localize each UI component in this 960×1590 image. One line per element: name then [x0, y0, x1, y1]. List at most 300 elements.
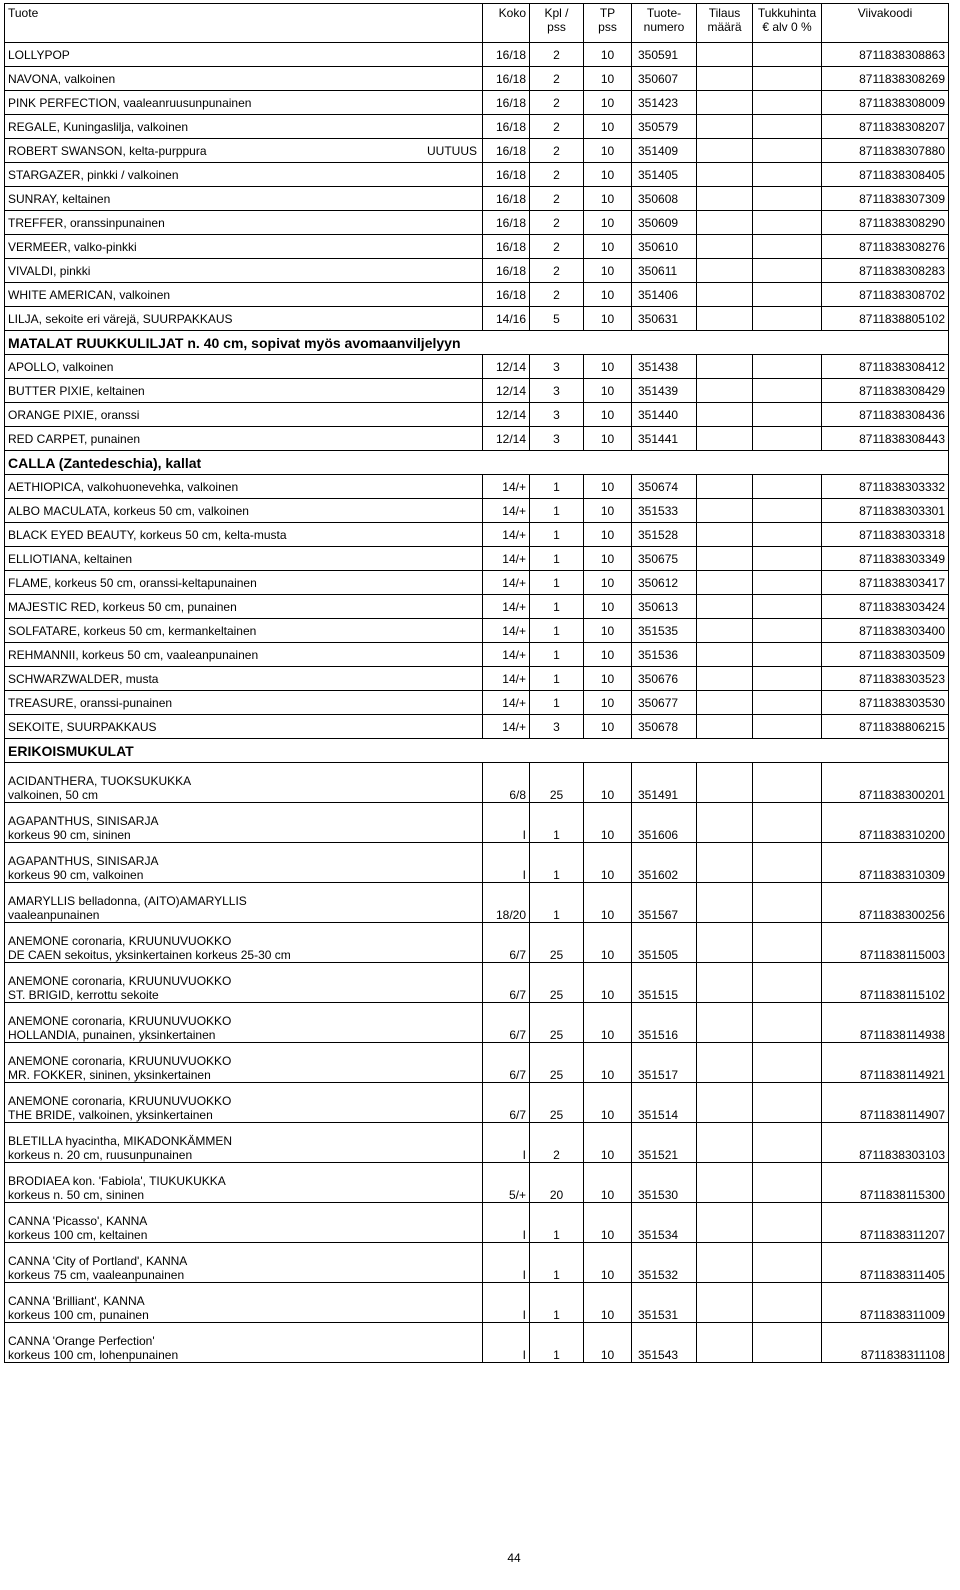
cell-viivakoodi: 8711838307880: [822, 139, 949, 163]
product-name-line: ANEMONE coronaria, KRUUNUVUOKKO: [8, 974, 232, 988]
header-row: [5, 4, 949, 43]
cell-tilaus-input[interactable]: [697, 1083, 753, 1123]
product-name-line: SCHWARZWALDER, musta: [8, 671, 159, 686]
cell-tilaus-input[interactable]: [697, 211, 753, 235]
cell-koko: 16/18: [483, 283, 530, 307]
product-name-line: vaaleanpunainen: [8, 908, 100, 922]
cell-kpl: 1: [530, 1283, 584, 1323]
cell-kpl: 1: [530, 1323, 584, 1363]
cell-product-name: [5, 1123, 483, 1163]
cell-tilaus-input[interactable]: [697, 963, 753, 1003]
cell-product-name: [5, 235, 483, 259]
cell-tilaus-input[interactable]: [697, 355, 753, 379]
cell-viivakoodi: 8711838303332: [822, 475, 949, 499]
product-name-line: ACIDANTHERA, TUOKSUKUKKA: [8, 774, 192, 788]
cell-product-name: [5, 43, 483, 67]
product-name-line: CANNA 'Picasso', KANNA: [8, 1214, 148, 1228]
product-name-line: VERMEER, valko-pinkki: [8, 239, 137, 254]
product-name-line: WHITE AMERICAN, valkoinen: [8, 287, 171, 302]
cell-koko: 16/18: [483, 235, 530, 259]
cell-tp: 10: [584, 1043, 632, 1083]
cell-tuotenumero: 351517: [632, 1043, 697, 1083]
cell-viivakoodi: 8711838308405: [822, 163, 949, 187]
cell-koko: 14/+: [483, 643, 530, 667]
product-name-line: HOLLANDIA, punainen, yksinkertainen: [8, 1028, 216, 1042]
cell-product-name: [5, 619, 483, 643]
product-name-line: ANEMONE coronaria, KRUUNUVUOKKO: [8, 1054, 232, 1068]
cell-tilaus-input[interactable]: [697, 163, 753, 187]
cell-tukkuhinta: [753, 1203, 822, 1243]
cell-product-name: [5, 259, 483, 283]
product-name-line: AETHIOPICA, valkohuonevehka, valkoinen: [8, 479, 239, 494]
cell-product-name: [5, 883, 483, 923]
cell-tilaus-input[interactable]: [697, 67, 753, 91]
product-name-line: SEKOITE, SUURPAKKAUS: [8, 719, 157, 734]
cell-viivakoodi: 8711838308207: [822, 115, 949, 139]
cell-tuotenumero: 351602: [632, 843, 697, 883]
cell-product-name: [5, 763, 483, 803]
cell-product-name: [5, 1323, 483, 1363]
cell-viivakoodi: 8711838114938: [822, 1003, 949, 1043]
cell-tuotenumero: 350613: [632, 595, 697, 619]
cell-tp: 10: [584, 379, 632, 403]
cell-viivakoodi: 8711838308863: [822, 43, 949, 67]
cell-tilaus-input[interactable]: [697, 91, 753, 115]
cell-koko: 6/7: [483, 1083, 530, 1123]
cell-koko: I: [483, 843, 530, 883]
cell-tp: 10: [584, 715, 632, 739]
product-name-line: CANNA 'City of Portland', KANNA: [8, 1254, 188, 1268]
cell-product-name: [5, 691, 483, 715]
product-name-line: LILJA, sekoite eri värejä, SUURPAKKAUS: [8, 311, 233, 326]
cell-kpl: 2: [530, 235, 584, 259]
cell-tuotenumero: 351440: [632, 403, 697, 427]
cell-tilaus-input[interactable]: [697, 43, 753, 67]
cell-koko: 18/20: [483, 883, 530, 923]
cell-tilaus-input[interactable]: [697, 691, 753, 715]
cell-tilaus-input[interactable]: [697, 643, 753, 667]
cell-tuotenumero: 351505: [632, 923, 697, 963]
cell-koko: 6/8: [483, 763, 530, 803]
cell-tuotenumero: 351606: [632, 803, 697, 843]
cell-tuotenumero: 350591: [632, 43, 697, 67]
cell-tilaus-input[interactable]: [697, 571, 753, 595]
product-name-line: korkeus 100 cm, punainen: [8, 1308, 149, 1322]
cell-koko: 6/7: [483, 963, 530, 1003]
cell-tukkuhinta: [753, 67, 822, 91]
product-name-line: korkeus 90 cm, valkoinen: [8, 868, 144, 882]
cell-kpl: 2: [530, 1123, 584, 1163]
cell-tp: 10: [584, 427, 632, 451]
cell-viivakoodi: 8711838308436: [822, 403, 949, 427]
cell-viivakoodi: 8711838114921: [822, 1043, 949, 1083]
table-row: [5, 499, 949, 523]
cell-tilaus-input[interactable]: [697, 547, 753, 571]
cell-product-name: [5, 211, 483, 235]
cell-tilaus-input[interactable]: [697, 667, 753, 691]
cell-tuotenumero: 351534: [632, 1203, 697, 1243]
cell-kpl: 2: [530, 115, 584, 139]
cell-tuotenumero: 350631: [632, 307, 697, 331]
table-row: [5, 923, 949, 963]
cell-tuotenumero: 350677: [632, 691, 697, 715]
table-row: [5, 1123, 949, 1163]
cell-kpl: 2: [530, 163, 584, 187]
cell-koko: 14/+: [483, 667, 530, 691]
cell-tukkuhinta: [753, 883, 822, 923]
cell-tuotenumero: 350675: [632, 547, 697, 571]
cell-product-name: [5, 571, 483, 595]
cell-viivakoodi: 8711838308429: [822, 379, 949, 403]
cell-tuotenumero: 350612: [632, 571, 697, 595]
cell-koko: 14/16: [483, 307, 530, 331]
table-row: [5, 187, 949, 211]
cell-tilaus-input[interactable]: [697, 499, 753, 523]
cell-viivakoodi: 8711838303103: [822, 1123, 949, 1163]
product-name-line: MAJESTIC RED, korkeus 50 cm, punainen: [8, 599, 237, 614]
cell-tp: 10: [584, 571, 632, 595]
cell-tilaus-input[interactable]: [697, 259, 753, 283]
cell-koko: I: [483, 1323, 530, 1363]
col-tukkuhinta: Tukkuhinta € alv 0 %: [753, 4, 822, 43]
cell-koko: 14/+: [483, 595, 530, 619]
cell-koko: I: [483, 1123, 530, 1163]
page-number: 44: [507, 1551, 521, 1565]
cell-tukkuhinta: [753, 571, 822, 595]
cell-tilaus-input[interactable]: [697, 1323, 753, 1363]
cell-tukkuhinta: [753, 763, 822, 803]
cell-tilaus-input[interactable]: [697, 379, 753, 403]
cell-tukkuhinta: [753, 403, 822, 427]
cell-koko: 16/18: [483, 67, 530, 91]
cell-tukkuhinta: [753, 643, 822, 667]
product-name-line: BRODIAEA kon. 'Fabiola', TIUKUKUKKA: [8, 1174, 226, 1188]
product-name-line: RED CARPET, punainen: [8, 431, 141, 446]
cell-koko: 14/+: [483, 523, 530, 547]
table-row: [5, 139, 949, 163]
table-row: [5, 523, 949, 547]
cell-tilaus-input[interactable]: [697, 843, 753, 883]
cell-tp: 10: [584, 235, 632, 259]
cell-tukkuhinta: [753, 691, 822, 715]
cell-tukkuhinta: [753, 163, 822, 187]
cell-product-name: [5, 67, 483, 91]
col-viivakoodi: Viivakoodi: [822, 4, 949, 43]
table-row: [5, 691, 949, 715]
cell-tilaus-input[interactable]: [697, 883, 753, 923]
cell-koko: 16/18: [483, 139, 530, 163]
table-row: [5, 1163, 949, 1203]
cell-tilaus-input[interactable]: [697, 1203, 753, 1243]
cell-tukkuhinta: [753, 283, 822, 307]
cell-product-name: [5, 139, 483, 163]
table-row: [5, 715, 949, 739]
product-name-line: valkoinen, 50 cm: [8, 788, 99, 802]
cell-viivakoodi: 8711838806215: [822, 715, 949, 739]
product-name-line: AGAPANTHUS, SINISARJA: [8, 854, 159, 868]
cell-tuotenumero: 351405: [632, 163, 697, 187]
cell-tp: 10: [584, 355, 632, 379]
cell-tp: 10: [584, 1283, 632, 1323]
cell-tilaus-input[interactable]: [697, 595, 753, 619]
cell-koko: 16/18: [483, 259, 530, 283]
product-name-line: korkeus 100 cm, lohenpunainen: [8, 1348, 179, 1362]
cell-tilaus-input[interactable]: [697, 403, 753, 427]
cell-tuotenumero: 351530: [632, 1163, 697, 1203]
cell-tukkuhinta: [753, 91, 822, 115]
cell-koko: 14/+: [483, 547, 530, 571]
cell-tilaus-input[interactable]: [697, 803, 753, 843]
cell-koko: 12/14: [483, 355, 530, 379]
cell-product-name: [5, 379, 483, 403]
section-heading: ERIKOISMUKULAT: [5, 739, 949, 763]
cell-product-name: [5, 963, 483, 1003]
cell-koko: 5/+: [483, 1163, 530, 1203]
cell-tilaus-input[interactable]: [697, 1163, 753, 1203]
cell-tp: 10: [584, 139, 632, 163]
cell-tp: 10: [584, 91, 632, 115]
section-heading-row: [5, 451, 949, 475]
cell-tuotenumero: 351521: [632, 1123, 697, 1163]
cell-product-name: [5, 1043, 483, 1083]
cell-tilaus-input[interactable]: [697, 307, 753, 331]
cell-tp: 10: [584, 307, 632, 331]
cell-tp: 10: [584, 475, 632, 499]
cell-tuotenumero: 351439: [632, 379, 697, 403]
table-row: [5, 427, 949, 451]
table-row: [5, 619, 949, 643]
product-name-line: BLACK EYED BEAUTY, korkeus 50 cm, kelta-musta: [8, 527, 287, 542]
section-heading: MATALAT RUUKKULILJAT n. 40 cm, sopivat myös avomaanviljelyyn: [5, 331, 949, 355]
cell-koko: 14/+: [483, 691, 530, 715]
cell-viivakoodi: 8711838308276: [822, 235, 949, 259]
cell-tukkuhinta: [753, 523, 822, 547]
product-name-line: REHMANNII, korkeus 50 cm, vaaleanpunainen: [8, 647, 259, 662]
cell-product-name: [5, 715, 483, 739]
cell-tilaus-input[interactable]: [697, 923, 753, 963]
cell-viivakoodi: 8711838115102: [822, 963, 949, 1003]
cell-tilaus-input[interactable]: [697, 475, 753, 499]
table-row: [5, 1203, 949, 1243]
cell-kpl: 25: [530, 923, 584, 963]
table-row: [5, 843, 949, 883]
cell-viivakoodi: 8711838308443: [822, 427, 949, 451]
cell-product-name: [5, 427, 483, 451]
cell-product-name: [5, 91, 483, 115]
cell-product-name: [5, 403, 483, 427]
cell-tilaus-input[interactable]: [697, 763, 753, 803]
cell-product-name: [5, 523, 483, 547]
cell-tuotenumero: 351533: [632, 499, 697, 523]
cell-viivakoodi: 8711838303400: [822, 619, 949, 643]
product-name-line: ANEMONE coronaria, KRUUNUVUOKKO: [8, 1014, 232, 1028]
cell-product-name: [5, 1203, 483, 1243]
cell-product-name: [5, 923, 483, 963]
cell-product-name: [5, 1283, 483, 1323]
cell-tukkuhinta: [753, 1083, 822, 1123]
cell-viivakoodi: 8711838311108: [822, 1323, 949, 1363]
cell-viivakoodi: 8711838308269: [822, 67, 949, 91]
cell-kpl: 1: [530, 595, 584, 619]
table-row: [5, 115, 949, 139]
col-tuotenumero: Tuote- numero: [632, 4, 697, 43]
cell-viivakoodi: 8711838308283: [822, 259, 949, 283]
cell-tp: 10: [584, 643, 632, 667]
cell-kpl: 3: [530, 379, 584, 403]
cell-product-name: [5, 803, 483, 843]
cell-kpl: 25: [530, 763, 584, 803]
cell-product-name: [5, 595, 483, 619]
table-row: [5, 259, 949, 283]
cell-tilaus-input[interactable]: [697, 427, 753, 451]
cell-tilaus-input[interactable]: [697, 1243, 753, 1283]
table-row: [5, 547, 949, 571]
table-row: [5, 1043, 949, 1083]
cell-kpl: 25: [530, 1083, 584, 1123]
cell-tilaus-input[interactable]: [697, 1123, 753, 1163]
cell-viivakoodi: 8711838300201: [822, 763, 949, 803]
product-name-line: korkeus 75 cm, vaaleanpunainen: [8, 1268, 185, 1282]
cell-tilaus-input[interactable]: [697, 187, 753, 211]
cell-tp: 10: [584, 691, 632, 715]
table-row: [5, 1283, 949, 1323]
cell-tp: 10: [584, 499, 632, 523]
product-name-line: korkeus n. 20 cm, ruusunpunainen: [8, 1148, 193, 1162]
cell-tilaus-input[interactable]: [697, 619, 753, 643]
cell-tukkuhinta: [753, 1283, 822, 1323]
table-row: [5, 1003, 949, 1043]
cell-tuotenumero: 350608: [632, 187, 697, 211]
cell-tuotenumero: 350610: [632, 235, 697, 259]
table-row: [5, 763, 949, 803]
cell-tukkuhinta: [753, 1123, 822, 1163]
table-body: [5, 43, 949, 1363]
cell-kpl: 5: [530, 307, 584, 331]
cell-tukkuhinta: [753, 235, 822, 259]
cell-koko: 16/18: [483, 211, 530, 235]
cell-kpl: 1: [530, 883, 584, 923]
cell-tilaus-input[interactable]: [697, 1283, 753, 1323]
cell-tuotenumero: 350609: [632, 211, 697, 235]
cell-viivakoodi: 8711838308702: [822, 283, 949, 307]
cell-viivakoodi: 8711838115003: [822, 923, 949, 963]
product-name-line: TREASURE, oranssi-punainen: [8, 695, 173, 710]
cell-kpl: 3: [530, 403, 584, 427]
product-name-line: APOLLO, valkoinen: [8, 359, 114, 374]
cell-viivakoodi: 8711838311207: [822, 1203, 949, 1243]
cell-kpl: 1: [530, 475, 584, 499]
cell-koko: I: [483, 803, 530, 843]
cell-viivakoodi: 8711838303530: [822, 691, 949, 715]
cell-tp: 10: [584, 1323, 632, 1363]
cell-tilaus-input[interactable]: [697, 115, 753, 139]
cell-kpl: 2: [530, 91, 584, 115]
cell-tp: 10: [584, 1203, 632, 1243]
cell-tuotenumero: 351438: [632, 355, 697, 379]
cell-tilaus-input[interactable]: [697, 523, 753, 547]
cell-kpl: 2: [530, 139, 584, 163]
product-name-line: AMARYLLIS belladonna, (AITO)AMARYLLIS: [8, 894, 247, 908]
cell-viivakoodi: 8711838114907: [822, 1083, 949, 1123]
cell-product-name: [5, 499, 483, 523]
cell-tukkuhinta: [753, 259, 822, 283]
cell-tuotenumero: 351406: [632, 283, 697, 307]
cell-tp: 10: [584, 843, 632, 883]
table-row: [5, 211, 949, 235]
cell-tp: 10: [584, 1123, 632, 1163]
cell-kpl: 1: [530, 499, 584, 523]
product-name-line: AGAPANTHUS, SINISARJA: [8, 814, 159, 828]
cell-tp: 10: [584, 667, 632, 691]
cell-tilaus-input[interactable]: [697, 1043, 753, 1083]
table-row: [5, 235, 949, 259]
cell-kpl: 1: [530, 523, 584, 547]
cell-product-name: [5, 843, 483, 883]
cell-kpl: 20: [530, 1163, 584, 1203]
cell-tukkuhinta: [753, 1243, 822, 1283]
cell-tukkuhinta: [753, 475, 822, 499]
cell-tuotenumero: 351514: [632, 1083, 697, 1123]
cell-kpl: 1: [530, 843, 584, 883]
cell-kpl: 2: [530, 43, 584, 67]
cell-product-name: [5, 1163, 483, 1203]
product-name-line: korkeus n. 50 cm, sininen: [8, 1188, 145, 1202]
product-name-line: NAVONA, valkoinen: [8, 71, 116, 86]
cell-kpl: 1: [530, 1203, 584, 1243]
cell-koko: 16/18: [483, 115, 530, 139]
col-kpl: Kpl / pss: [530, 4, 584, 43]
product-name-line: BUTTER PIXIE, keltainen: [8, 383, 145, 398]
cell-tilaus-input[interactable]: [697, 139, 753, 163]
cell-koko: 6/7: [483, 923, 530, 963]
product-name-line: CANNA 'Brilliant', KANNA: [8, 1294, 145, 1308]
cell-tuotenumero: 351516: [632, 1003, 697, 1043]
cell-tilaus-input[interactable]: [697, 283, 753, 307]
product-name-line: korkeus 100 cm, keltainen: [8, 1228, 148, 1242]
product-name-line: ANEMONE coronaria, KRUUNUVUOKKO: [8, 1094, 232, 1108]
cell-viivakoodi: 8711838303424: [822, 595, 949, 619]
cell-viivakoodi: 8711838303417: [822, 571, 949, 595]
cell-tp: 10: [584, 883, 632, 923]
cell-viivakoodi: 8711838311405: [822, 1243, 949, 1283]
cell-tp: 10: [584, 1243, 632, 1283]
table-row: [5, 43, 949, 67]
table-row: [5, 355, 949, 379]
cell-tuotenumero: 351531: [632, 1283, 697, 1323]
cell-tilaus-input[interactable]: [697, 235, 753, 259]
cell-viivakoodi: 8711838307309: [822, 187, 949, 211]
table-row: [5, 379, 949, 403]
cell-tukkuhinta: [753, 139, 822, 163]
cell-koko: 16/18: [483, 43, 530, 67]
table-row: [5, 307, 949, 331]
cell-tilaus-input[interactable]: [697, 1003, 753, 1043]
cell-kpl: 1: [530, 619, 584, 643]
table-row: [5, 571, 949, 595]
cell-koko: 12/14: [483, 427, 530, 451]
cell-viivakoodi: 8711838303301: [822, 499, 949, 523]
cell-kpl: 25: [530, 1043, 584, 1083]
cell-tukkuhinta: [753, 923, 822, 963]
cell-tilaus-input[interactable]: [697, 715, 753, 739]
cell-koko: I: [483, 1283, 530, 1323]
product-name-line: REGALE, Kuningaslilja, valkoinen: [8, 119, 189, 134]
cell-tuotenumero: 351536: [632, 643, 697, 667]
cell-tukkuhinta: [753, 1003, 822, 1043]
cell-tuotenumero: 350607: [632, 67, 697, 91]
cell-koko: 6/7: [483, 1043, 530, 1083]
col-tilaus: Tilaus määrä: [697, 4, 753, 43]
